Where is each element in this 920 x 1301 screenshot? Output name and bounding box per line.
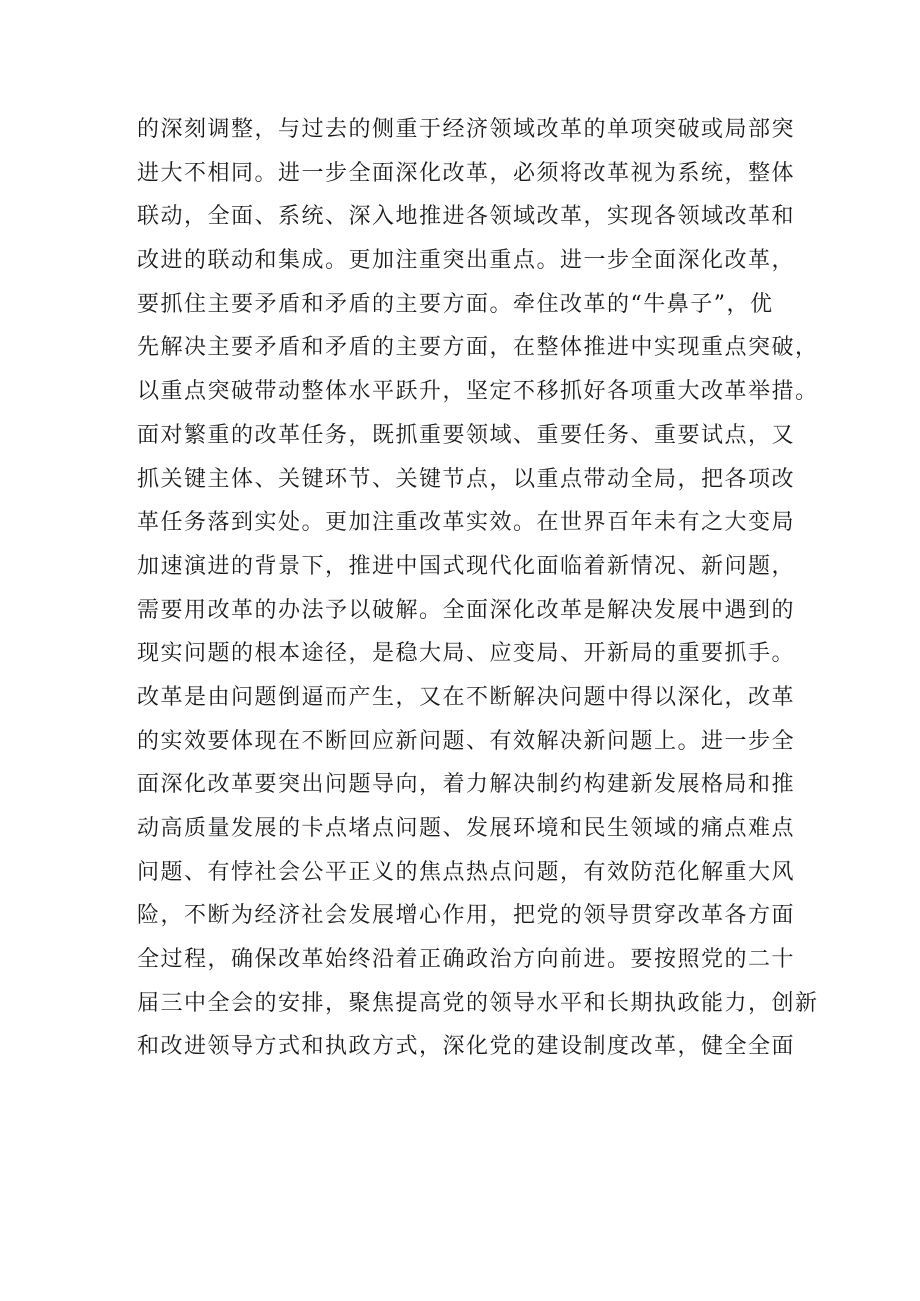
text-line: 的深刻调整，与过去的侧重于经济领域改革的单项突破或局部突: [137, 117, 796, 142]
text-line: 的实效要体现在不断回应新问题、有效解决新问题上。进一步全: [137, 728, 796, 754]
body-text: [137, 108, 819, 1069]
text-line: 改革是由问题倒逼而产生，又在不断解决问题中得以深化，改革: [137, 684, 796, 710]
text-line: 现实问题的根本途径，是稳大局、应变局、开新局的重要抓手。: [137, 641, 796, 667]
text-line: 届三中全会的安排，聚焦提高党的领导水平和长期执政能力，创新: [137, 990, 819, 1016]
text-line: 面对繁重的改革任务，既抓重要领域、重要任务、重要试点，又: [137, 422, 796, 448]
text-line: 和改进领导方式和执政方式，深化党的建设制度改革，健全全面: [137, 1034, 796, 1060]
text-line: 面深化改革要突出问题导向，着力解决制约构建新发展格局和推: [137, 772, 796, 798]
text-line: 联动，全面、系统、深入地推进各领域改革，实现各领域改革和: [137, 204, 796, 230]
text-line: 抓关键主体、关键环节、关键节点，以重点带动全局，把各项改: [137, 466, 796, 492]
text-line: 以重点突破带动整体水平跃升，坚定不移抓好各项重大改革举措。: [137, 379, 819, 405]
text-line: 全过程，确保改革始终沿着正确政治方向前进。要按照党的二十: [137, 947, 796, 973]
text-line: 革任务落到实处。更加注重改革实效。在世界百年未有之大变局: [137, 510, 796, 536]
text-line: 加速演进的背景下，推进中国式现代化面临着新情况、新问题，: [137, 553, 796, 579]
text-line: 动高质量发展的卡点堵点问题、发展环境和民生领域的痛点难点: [137, 816, 796, 841]
text-line: 问题、有悖社会公平正义的焦点热点问题，有效防范化解重大风: [137, 859, 796, 885]
text-line: 险，不断为经济社会发展增心作用，把党的领导贯穿改革各方面: [137, 903, 796, 929]
text-line: 需要用改革的办法予以破解。全面深化改革是解决发展中遇到的: [137, 597, 796, 623]
text-line: 进大不相同。进一步全面深化改革，必须将改革视为系统，整体: [137, 160, 796, 186]
text-line: 要抓住主要矛盾和矛盾的主要方面。牵住改革的“牛鼻子”，优: [137, 291, 774, 317]
text-line: 改进的联动和集成。更加注重突出重点。进一步全面深化改革，: [137, 248, 796, 274]
text-line: 先解决主要矛盾和矛盾的主要方面，在整体推进中实现重点突破，: [137, 335, 819, 361]
